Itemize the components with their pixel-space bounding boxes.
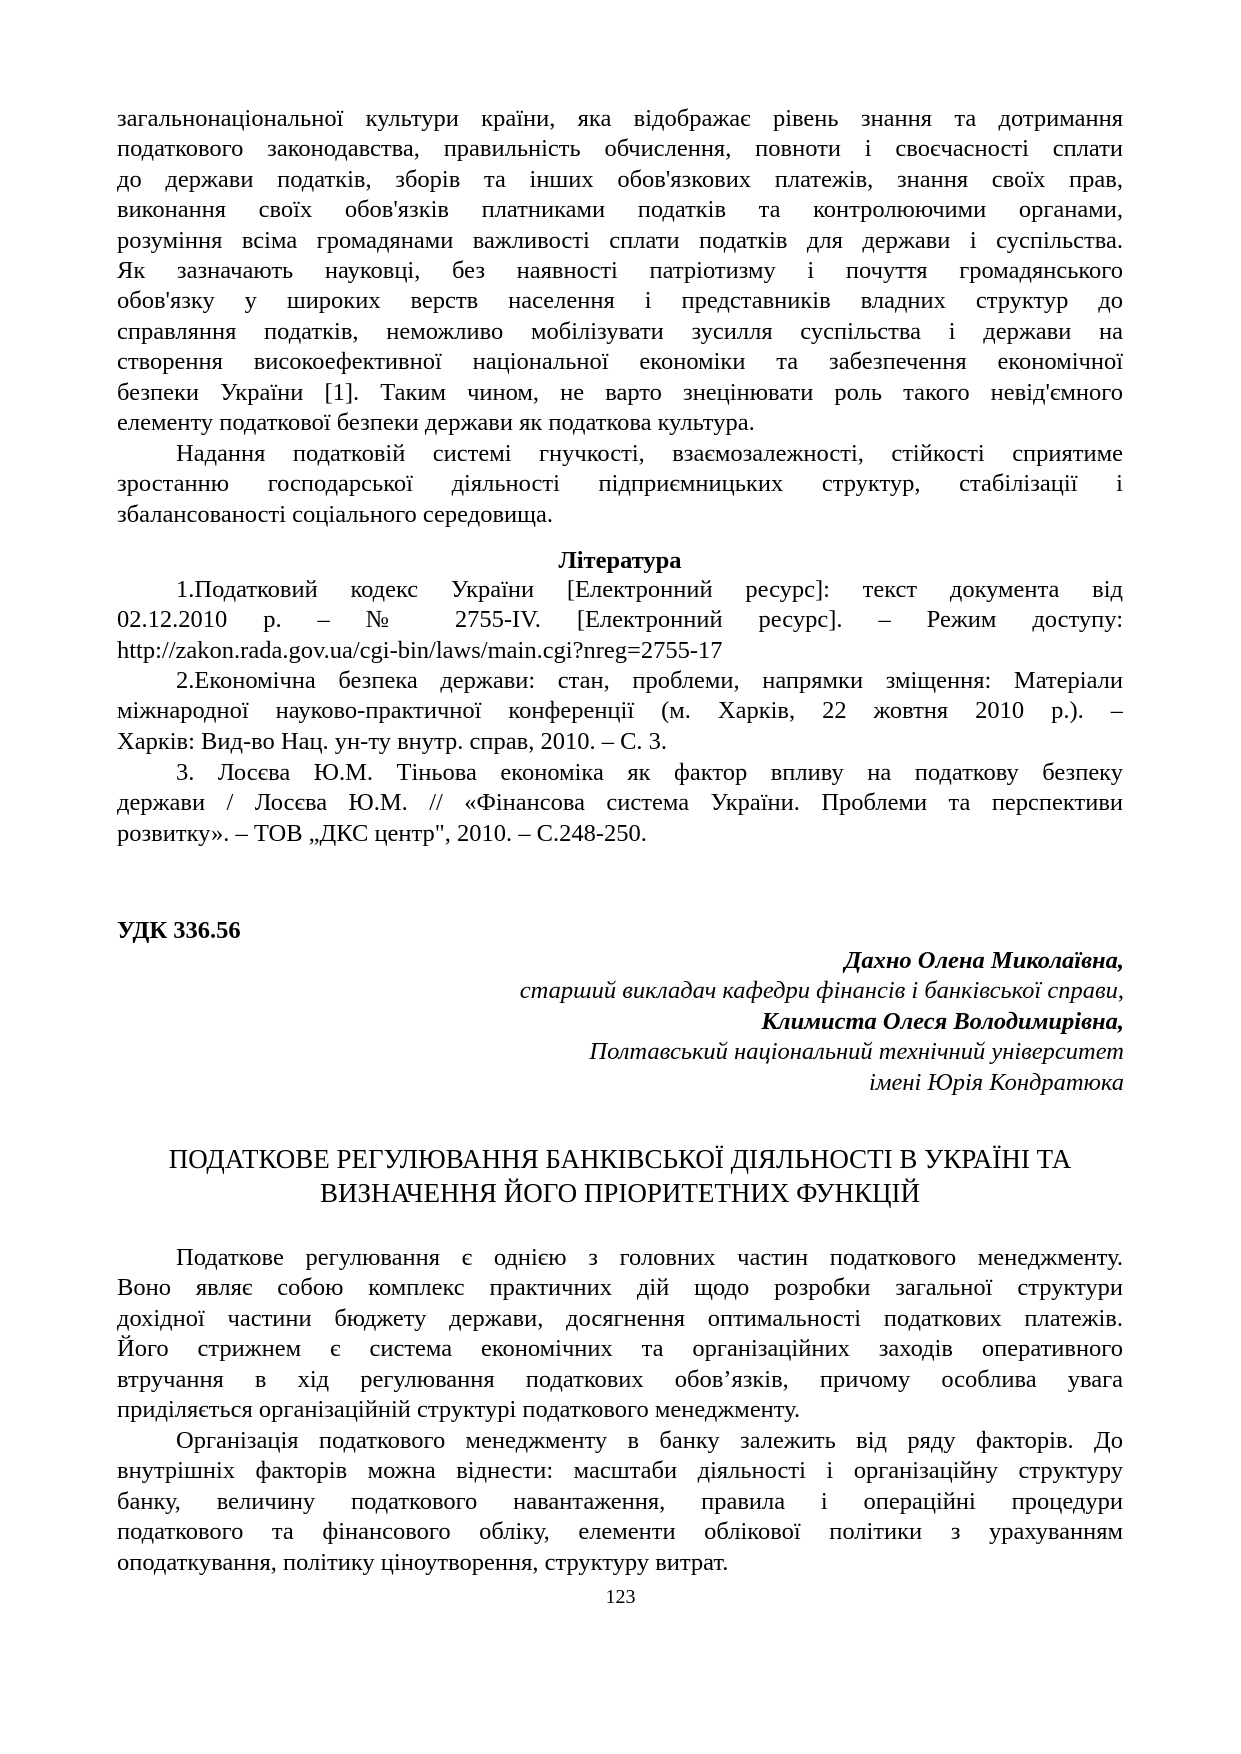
text-line: втручання в хід регулювання податкових обов’язків, причому особлива увага	[117, 1365, 1123, 1393]
article-title-line-1: ПОДАТКОВЕ РЕГУЛЮВАННЯ БАНКІВСЬКОЇ ДІЯЛЬНОСТІ В УКРАЇНІ ТА	[168, 1144, 1072, 1174]
text-line: Харків: Вид-во Нац. ун-ту внутр. справ, 2010. – С. 3.	[117, 727, 668, 755]
intro-paragraph-2	[117, 439, 1123, 530]
affiliation-line-2: імені Юрія Кондратюка	[869, 1068, 1124, 1096]
author-1-name: Дахно Олена Миколаївна,	[844, 947, 1124, 974]
text-line: Воно являє собою комплекс практичних дій щодо розробки загальної структури	[117, 1274, 1123, 1302]
page-number: 123	[605, 1586, 636, 1608]
text-line: виконання своїх обов'язків платниками податків та контролюючими органами,	[117, 196, 1123, 224]
text-line: внутрішніх факторів можна віднести: масштаби діяльності і організаційну структуру	[117, 1457, 1123, 1485]
text-line: загальнонаціональної культури країни, яка відображає рівень знання та дотримання	[117, 105, 1123, 132]
reference-1	[117, 575, 1123, 666]
text-line: до держави податків, зборів та інших обов'язкових платежів, знання своїх прав,	[117, 165, 1123, 193]
text-line: податкового законодавства, правильність обчислення, повноти і своєчасності сплати	[117, 135, 1123, 163]
text-line: Організація податкового менеджменту в банку залежить від ряду факторів. До	[176, 1427, 1123, 1454]
text-line: міжнародної науково-практичної конференції (м. Харків, 22 жовтня 2010 р.). –	[117, 697, 1123, 725]
intro-paragraph-1	[117, 104, 1123, 438]
text-line: http://zakon.rada.gov.ua/cgi-bin/laws/main.cgi?nreg=2755-17	[117, 636, 723, 664]
article-paragraph-2	[117, 1426, 1123, 1578]
text-line: банку, величину податкового навантаження, правила і операційні процедури	[117, 1487, 1123, 1515]
text-line: оподаткування, політику ціноутворення, структуру витрат.	[117, 1548, 729, 1576]
text-line: приділяється організаційній структурі податкового менеджменту.	[117, 1396, 801, 1424]
text-line: дохідної частини бюджету держави, досягнення оптимальності податкових платежів.	[117, 1304, 1123, 1332]
text-line: 3. Лосєва Ю.М. Тіньова економіка як фактор впливу на податкову безпеку	[176, 759, 1123, 786]
text-line: 1.Податковий кодекс України [Електронний ресурс]: текст документа від	[176, 576, 1123, 603]
text-line: справляння податків, неможливо мобілізувати зусилля суспільства і держави на	[117, 317, 1123, 345]
text-line: Податкове регулювання є однією з головних частин податкового менеджменту.	[176, 1244, 1123, 1271]
text-line: Надання податковій системі гнучкості, взаємозалежності, стійкості сприятиме	[176, 440, 1123, 467]
udk-code	[117, 916, 1123, 946]
article-title-line-2: ВИЗНАЧЕННЯ ЙОГО ПРІОРИТЕТНИХ ФУНКЦІЙ	[319, 1178, 921, 1208]
text-line: Як зазначають науковці, без наявності патріотизму і почуття громадянського	[117, 257, 1123, 285]
text-line: створення високоефективної національної економіки та забезпечення економічної	[117, 348, 1123, 376]
reference-2	[117, 666, 1123, 757]
text-line: держави / Лосєва Ю.М. // «Фінансова система України. Проблеми та перспективи	[117, 789, 1123, 817]
text-line: зростанню господарської діяльності підприємницьких структур, стабілізації і	[117, 470, 1123, 498]
affiliation-line-1: Полтавський національний технічний університет	[589, 1038, 1124, 1066]
udk-text: УДК 336.56	[117, 917, 241, 944]
literature-heading	[117, 546, 1123, 576]
text-line: збалансованості соціального середовища.	[117, 500, 553, 528]
text-line: розуміння всіма громадянами важливості сплати податків для держави і суспільства.	[117, 226, 1123, 254]
article-paragraph-1	[117, 1243, 1123, 1425]
text-line: 2.Економічна безпека держави: стан, проблеми, напрямки зміщення: Матеріали	[176, 667, 1123, 694]
authors-block	[224, 946, 1124, 1098]
article-title	[117, 1142, 1123, 1210]
text-line: Його стрижнем є система економічних та організаційних заходів оперативного	[117, 1335, 1123, 1363]
text-line: 02.12.2010 р. – № 2755-IV. [Електронний ресурс]. – Режим доступу:	[117, 606, 1123, 634]
author-2-name: Климиста Олеся Володимирівна,	[761, 1007, 1124, 1035]
reference-3	[117, 758, 1123, 849]
literature-title: Література	[558, 547, 682, 574]
text-line: обов'язку у широких верств населення і представників владних структур до	[117, 287, 1123, 315]
text-line: податкового та фінансового обліку, елементи облікової політики з урахуванням	[117, 1518, 1123, 1546]
text-line: безпеки України [1]. Таким чином, не варто знецінювати роль такого невід'ємного	[117, 378, 1123, 406]
text-line: розвитку». – ТОВ „ДКС центр", 2010. – С.248-250.	[117, 819, 647, 847]
text-line: елементу податкової безпеки держави як податкова культура.	[117, 409, 755, 437]
author-1-position: старший викладач кафедри фінансів і банківської справи,	[519, 977, 1124, 1005]
